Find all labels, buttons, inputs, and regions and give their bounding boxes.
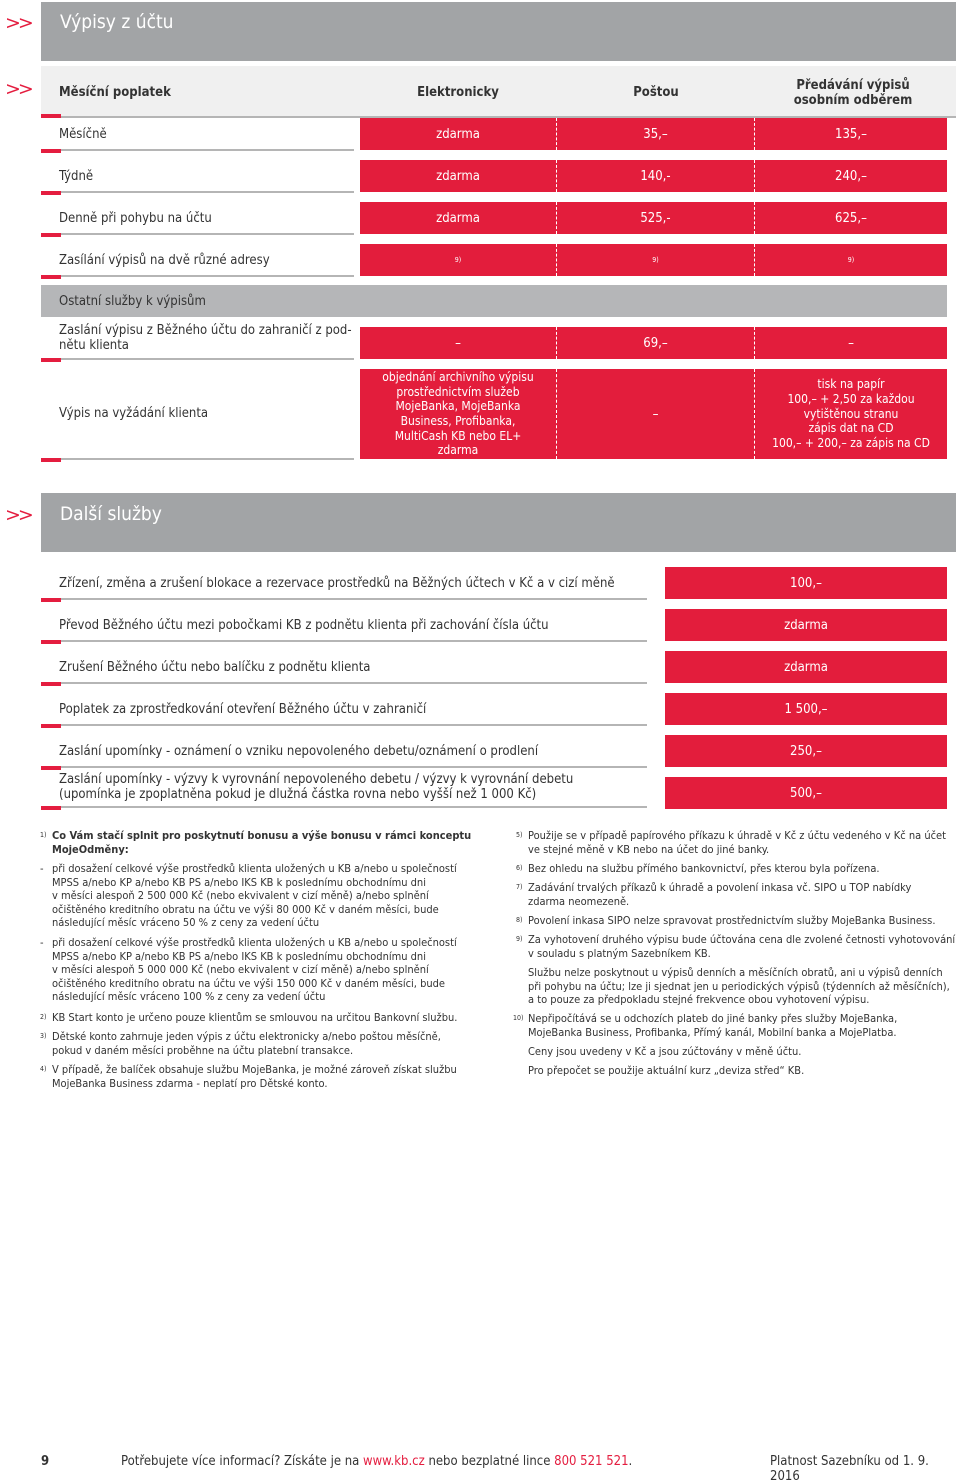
header-personal-line1: Předávání výpisů [796,78,910,93]
footnote-number: 1) [40,831,47,839]
price-cell: 69,– [556,327,754,359]
price-cell: zdarma [360,160,556,192]
footnote-number: 6) [516,864,523,872]
row-marker [41,191,61,195]
text-line: KB Start konto je určeno pouze klientům se smlouvou na určitou Bankovní službu. [52,1011,458,1024]
price-cell: 140,- [556,160,754,192]
table-arrow-icon: >> [5,78,31,100]
text-line: MojeBanka Business zdarma - neplatí pro Dětské konto. [52,1076,328,1090]
archive-statement-cell [360,369,556,459]
text-line: v měsíci alespoň 5 000 000 Kč (nebo ekvivalent v cizí měně) a/nebo splnění [52,963,429,977]
text-line: očištěného kreditního obratu na účtu ve výši 150 000 Kč v daném měsíci, bude [52,976,446,990]
text-line: očištěného kreditního obratu na účtu ve výši 80 000 Kč v daném měsíci, bude [52,902,439,916]
row-divider [41,724,647,726]
price-cell: – [754,327,947,359]
header-personal-line2: osobním odběrem [793,93,913,108]
row-label-line2: nětu klienta [59,338,129,353]
text-line: pokud v daném měsíci proběhne na účtu platební transakce. [52,1043,354,1057]
text-line: MPSS a/nebo KP a/nebo KB PS a/nebo IKS KB k poslednímu obchodnímu dni [52,949,426,963]
text-line: v souladu s platným Sazebníkem KB. [528,946,711,960]
cell-line: MultiCash KB nebo EL+ [394,428,522,443]
text-line: následující měsíc vráceno 50 % z ceny za vedení účtu [52,916,320,930]
footnote-number: 3) [40,1032,47,1040]
text-line: V případě, že balíček obsahuje službu MojeBanka, je možné zároveň získat službu [52,1063,457,1076]
price-cell: zdarma [360,202,556,234]
service-price: 1 500,– [665,693,947,725]
row-label: Zasílání výpisů na dvě různé adresy [59,253,270,268]
text-line: zdarma neomezeně. [528,894,630,908]
service-label: Zrušení Běžného účtu nebo balíčku z podnětu klienta [59,660,371,675]
footnote-9-note [528,966,956,1007]
service-price: zdarma [665,651,947,683]
header-monthly-fee: Měsíční poplatek [59,85,171,100]
text-line: MojeBanka Business, Profibanka, Přímý kanál, Mobilní banka a MojePlatba. [528,1025,897,1039]
section-arrow-icon: >> [5,504,31,526]
footnote-bullet-2 [40,936,492,1004]
row-marker [41,724,61,728]
service-label-line2: (upomínka je zpoplatněna pokud je dlužná částka rovna nebo vyšší než 1 000 Kč) [59,787,537,802]
text-line: Nepřipočítává se u odchozích plateb do jiné banky přes služby MojeBanka, [528,1012,898,1025]
text-line: Dětské konto zahrnuje jeden výpis z účtu elektronicky a/nebo poštou měsíčně, [52,1030,441,1043]
row-marker [41,598,61,602]
text-line: Službu nelze poskytnout u výpisů denních a měsíčních obratů, ani u výpisů denních [528,966,943,979]
text-line: Za vyhotovení druhého výpisu bude účtována cena dle zvolené četnosti vyhotovování [528,933,956,946]
price-cell: 35,– [556,118,754,150]
footer-text: Potřebujete více informací? Získáte je na [121,1454,364,1469]
text-line: následující měsíc vráceno 100 % z ceny za vedení účtu [52,990,326,1004]
row-marker [41,806,61,810]
service-label [59,772,573,802]
footnote-title: Co Vám stačí splnit pro poskytnutí bonusu a výše bonusu v rámci konceptu [52,829,472,842]
text-line: při dosažení celkové výše prostředků klienta uložených u KB a/nebo u společností [52,936,457,949]
footnote-number: 9) [516,935,523,943]
footnote-number: 4) [40,1065,47,1073]
service-price: 100,– [665,567,947,599]
row-label [59,323,352,353]
price-cell: – [360,327,556,359]
row-label: Denně při pohybu na účtu [59,211,212,226]
cell-line: prostřednictvím služeb [396,384,520,399]
cell-line: zápis dat na CD [808,421,894,436]
row-divider [41,358,354,360]
row-divider [41,598,647,600]
text-line: při pohybu na účtu; lze ji sjednat jen u periodických výpisů (týdenních až měsíčních), [528,979,950,993]
footnote-number: 7) [516,883,523,891]
price-cell: 525,- [556,202,754,234]
row-divider [41,233,354,235]
footnote-bullet-1 [40,862,492,930]
service-label: Zaslání upomínky - oznámení o vzniku nepovoleného debetu/oznámení o prodlení [59,744,539,759]
text-line: Povolení inkasa SIPO nelze spravovat prostřednictvím služby MojeBanka Business. [528,914,936,927]
price-cell: zdarma [360,118,556,150]
footnote-ref-cell: 9) [556,244,754,276]
row-divider [41,640,647,642]
footnote-4 [40,1063,492,1090]
cell-line: MojeBanka, MojeBanka [395,399,521,414]
section-title: Další služby [60,503,162,525]
row-divider [41,806,647,808]
footnote-2 [40,1011,492,1025]
text-line: Použije se v případě papírového příkazu k úhradě v Kč z účtu vedeného v Kč na účet [528,829,947,842]
footnote-9 [516,933,956,960]
service-price: 500,– [665,777,947,809]
cell-line: Business, Profibanka, [400,414,516,428]
text-line: Zadávání trvalých příkazů k úhradě a povolení inkasa vč. SIPO u TOP nabídky [528,881,912,894]
service-price: zdarma [665,609,947,641]
row-marker [41,149,61,153]
footnote-7 [516,881,956,908]
footnote-3 [40,1030,492,1057]
row-marker [41,766,61,770]
price-cell: – [556,369,754,459]
footnote-6 [516,862,956,876]
row-divider [41,149,354,151]
section-title: Výpisy z účtu [60,11,174,33]
row-divider [41,682,647,684]
cell-line: tisk na papír [817,377,885,392]
service-label: Poplatek za zprostředkování otevření Běžného účtu v zahraničí [59,702,427,717]
price-cell: 135,– [754,118,947,150]
section-header-bar [41,493,956,552]
row-label: Měsíčně [59,127,107,142]
bullet-dash: - [40,936,44,949]
bullet-dash: - [40,862,44,875]
subsection-title: Ostatní služby k výpisům [59,294,206,309]
footnote-number: 8) [516,916,523,924]
footnote-number: 10) [513,1014,524,1022]
cell-line: objednání archivního výpisu [382,369,534,384]
row-marker [41,640,61,644]
row-marker [41,682,61,686]
service-label: Zřízení, změna a zrušení blokace a rezervace prostředků na Běžných účtech v Kč a v cizí měně [59,576,615,591]
service-label: Převod Běžného účtu mezi pobočkami KB z podnětu klienta při zachování čísla účtu [59,618,549,633]
footnote-ref-cell: 9) [360,244,556,276]
validity-text: Platnost Sazebníku od 1. 9. 2016 [770,1454,929,1484]
text-line: v měsíci alespoň 2 500 000 Kč (nebo ekvivalent v cizí měně) a/nebo splnění [52,889,429,903]
print-statement-cell [754,369,947,459]
page-number: 9 [41,1454,50,1469]
service-label-line1: Zaslání upomínky - výzvy k vyrovnání nepovoleného debetu / výzvy k vyrovnání debetu [59,772,574,787]
price-cell: 240,– [754,160,947,192]
phone-number: 800 521 521 [554,1454,629,1469]
row-divider [41,766,647,768]
cell-line: 100,– + 200,– za zápis na CD [772,436,930,451]
text-line: při dosažení celkové výše prostředků klienta uložených u KB a/nebo u společností [52,862,457,875]
footnote-8 [516,914,956,928]
cell-line: 100,– + 2,50 za každou [787,391,915,406]
cell-line: zdarma [437,443,479,458]
row-divider [41,191,354,193]
text-line: ve stejné měně v KB nebo na účet do jiné banky. [528,842,770,856]
row-label: Týdně [59,169,94,184]
row-marker [41,233,61,237]
text-line: MPSS a/nebo KP a/nebo KB PS a/nebo IKS KB k poslednímu obchodnímu dni [52,875,426,889]
currency-note: Ceny jsou uvedeny v Kč a jsou zúčtovány v měně účtu. [528,1045,802,1058]
text-line: a to pouze za předpokladu stejné frekvence obou vyhotovení výpisu. [528,993,870,1007]
row-marker [41,358,61,362]
exchange-rate-note: Pro přepočet se použije aktuální kurz „deviza střed“ KB. [528,1064,805,1077]
footer-contact [121,1454,632,1469]
row-marker [41,458,61,462]
text-line: Bez ohledu na službu přímého bankovnictví, přes kterou byla pořízena. [528,862,880,875]
website-link[interactable]: www.kb.cz [363,1454,425,1469]
row-label-line1: Zaslání výpisu z Běžného účtu do zahraničí z pod- [59,323,352,338]
row-divider [41,458,354,460]
footnote-title: MojeOdměny: [52,842,129,856]
footnote-number: 2) [40,1013,47,1021]
section-header-bar [41,2,956,61]
footnote-1 [40,829,492,856]
footnote-number: 5) [516,831,523,839]
row-label: Výpis na vyžádání klienta [59,406,209,421]
header-personal [756,78,950,108]
footer-text: nebo bezplatné lince [424,1454,555,1469]
header-electronic: Elektronicky [417,85,499,100]
price-cell: 625,– [754,202,947,234]
footnote-ref-cell: 9) [754,244,947,276]
footnote-10 [513,1012,956,1039]
footnote-5 [516,829,956,856]
section-arrow-icon: >> [5,12,31,34]
row-marker [41,114,61,118]
row-divider [41,275,354,277]
service-price: 250,– [665,735,947,767]
cell-line: vytištěnou stranu [803,406,899,421]
row-marker [41,275,61,279]
footer-text: . [628,1454,633,1469]
header-post: Poštou [633,85,679,100]
